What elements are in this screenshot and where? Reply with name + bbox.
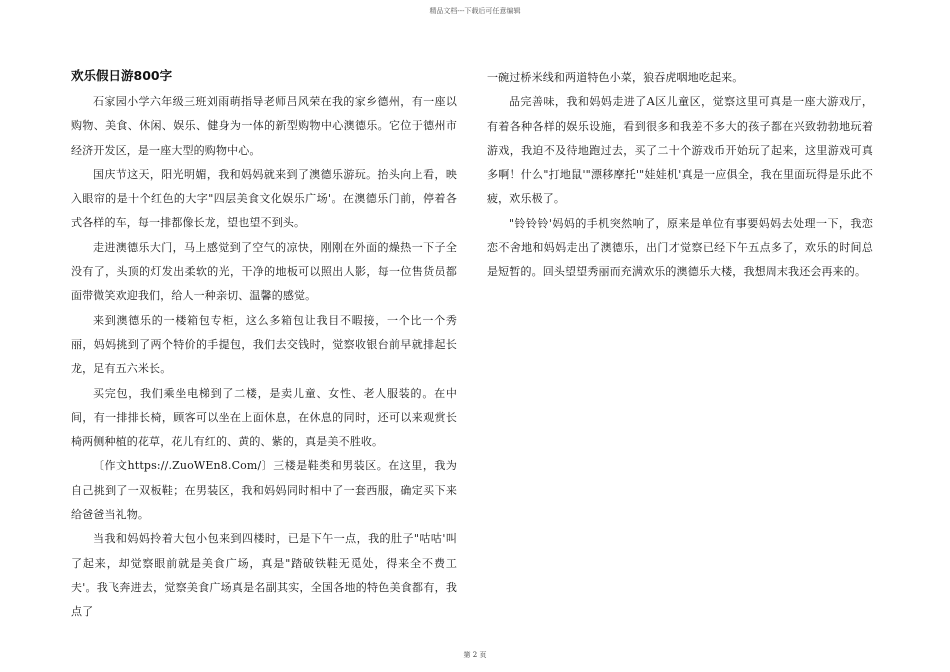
paragraph: 走进澳德乐大门，马上感觉到了空气的凉快，刚刚在外面的燥热一下子全没有了，头顶的灯发出柔软的光，干净的地板可以照出人影，每一位售货员都面带微笑欢迎我们，给人一种亲切、温馨的感觉。 — [71, 240, 457, 303]
paragraph: 品完善味，我和妈妈走进了A区儿童区，觉察这里可真是一座大游戏厅，有着各种各样的娱乐设施，看到很多和我差不多大的孩子都在兴致勃勃地玩着游戏，我迫不及待地跑过去，买了二十个游戏币开始玩了起来，这里游戏可真多啊！什么"打地鼠'"漂移摩托'"娃娃机'真是一应俱全，我在里面玩得是乐此不疲，欢乐极了。 — [487, 95, 873, 206]
paragraph: 买完包，我们乘坐电梯到了二楼，是卖儿童、女性、老人服装的。在中间，有一排排长椅，顾客可以坐在上面休息，在休息的同时，还可以来观赏长椅两侧种植的花草，花儿有红的、黄的、紫的，真是美不胜收。 — [71, 386, 457, 449]
paragraph: 当我和妈妈拎着大包小包来到四楼时，已是下午一点，我的肚子"咕咕'叫了起来，却觉察眼前就是美食广场，真是"踏破铁鞋无觅处，得来全不费工夫'。我飞奔进去，觉察美食广场真是名副其实，全国各地的特色美食都有，我点了 — [71, 532, 457, 619]
page-number: 第 2 页 — [463, 651, 487, 659]
left-column — [71, 66, 457, 625]
paragraph: 来到澳德乐的一楼箱包专柜，这么多箱包让我目不暇接，一个比一个秀丽，妈妈挑到了两个特价的手提包，我们去交钱时，觉察收银台前早就排起长龙，足有五六米长。 — [71, 313, 457, 376]
document-title: 欢乐假日游800字 — [71, 68, 173, 83]
paragraph: 〔作文https://.ZuoWEn8.Com/〕三楼是鞋类和男装区。在这里，我为自己挑到了一双板鞋；在男装区，我和妈妈同时相中了一套西服，确定买下来给爸爸当礼物。 — [71, 459, 457, 522]
paragraph: 石家园小学六年级三班刘雨萌指导老师吕风荣在我的家乡德州，有一座以购物、美食、休闲、娱乐、健身为一体的新型购物中心澳德乐。它位于德州市经济开发区，是一座大型的购物中心。 — [71, 95, 457, 157]
paragraph: 国庆节这天，阳光明媚，我和妈妈就来到了澳德乐游玩。抬头向上看，映入眼帘的是十个红色的大字"四层美食文化娱乐广场'。在澳德乐门前，停着各式各样的车，每一排都像长龙，望也望不到头。 — [71, 167, 457, 230]
right-column — [487, 66, 873, 285]
page-header: 精品文档---下载后可任意编辑 — [429, 7, 521, 15]
paragraph: "铃铃铃'妈妈的手机突然响了，原来是单位有事要妈妈去处理一下，我恋恋不舍地和妈妈走出了澳德乐，出门才觉察已经下午五点多了，欢乐的时间总是短暂的。回头望望秀丽而充满欢乐的澳德乐大楼，我想周末我还会再来的。 — [487, 216, 873, 279]
paragraph: 一碗过桥米线和两道特色小菜，狼吞虎咽地吃起来。 — [487, 71, 744, 84]
